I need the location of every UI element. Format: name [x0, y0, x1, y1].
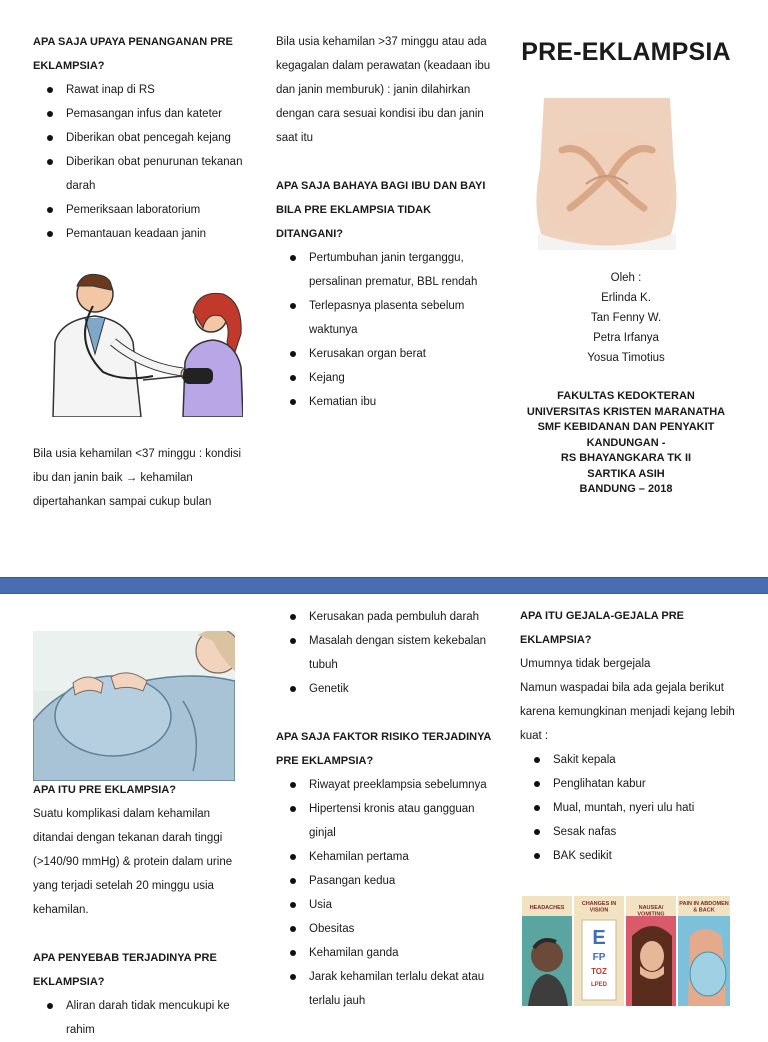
list-item: Pertumbuhan janin terganggu, persalinan prematur, BBL rendah — [309, 246, 491, 294]
note-under-37-weeks: Bila usia kehamilan <37 minggu : kondisi ibu dan janin baik → kehamilan dipertahankan sampai cukup bulan — [33, 448, 242, 508]
list-item: Kehamilan pertama — [309, 845, 491, 869]
pregnant-woman-lying-image — [33, 631, 235, 781]
eye-chart-row-icon: LPED — [590, 982, 608, 988]
tile-label-vision: CHANGES IN VISION — [581, 901, 617, 914]
list-item: Jarak kehamilan terlalu dekat atau terlalu jauh — [309, 965, 491, 1013]
eye-chart-row-icon: FP — [592, 952, 606, 963]
institution-block: FAKULTAS KEDOKTERAN UNIVERSITAS KRISTEN MARANATHA SMF KEBIDANAN DAN PENYAKIT KANDUNGAN - RS BHAYANGKARA TK II SARTIKA ASIH BANDUNG – 2018 — [526, 390, 726, 495]
tile-label-headaches: HEADACHES — [529, 905, 565, 911]
panel-symptoms — [520, 604, 740, 868]
list-item: Riwayat preeklampsia sebelumnya — [309, 773, 491, 797]
symptoms-warning: Namun waspadai bila ada gejala berikut karena kemungkinan menjadi kejang lebih kuat : — [520, 682, 735, 742]
by-label: Oleh : — [610, 272, 642, 284]
author-name: Tan Fenny W. — [590, 312, 662, 324]
symptoms-intro: Umumnya tidak bergejala — [520, 658, 651, 670]
tile-label-abdomen: PAIN IN ABDOMEN & BACK — [679, 901, 729, 914]
causes-list-continued — [276, 605, 491, 701]
panel-dangers — [276, 30, 491, 414]
symptoms-heading: APA ITU GEJALA-GEJALA PRE EKLAMPSIA? — [520, 610, 684, 646]
author-credits — [520, 268, 732, 368]
dangers-heading: APA SAJA BAHAYA BAGI IBU DAN BAYI BILA PRE EKLAMPSIA TIDAK DITANGANI? — [276, 180, 486, 240]
eye-chart-letter-icon: E — [592, 927, 606, 949]
list-item: Hipertensi kronis atau gangguan ginjal — [309, 797, 491, 845]
list-item: Diberikan obat penurunan tekanan darah — [66, 150, 243, 198]
definition-heading: APA ITU PRE EKLAMPSIA? — [33, 784, 177, 796]
panel-treatment — [33, 30, 243, 246]
list-item: Pasangan kedua — [309, 869, 491, 893]
pregnant-belly-hands-image — [524, 98, 690, 250]
panel-risk-factors — [276, 605, 491, 1013]
panel-definition — [33, 778, 248, 1042]
causes-list — [33, 994, 248, 1042]
cover-title: PRE-EKLAMPSIA — [521, 38, 731, 66]
causes-heading: APA PENYEBAB TERJADINYA PRE EKLAMPSIA? — [33, 952, 217, 988]
list-item: Kehamilan ganda — [309, 941, 491, 965]
treatment-list — [33, 78, 243, 246]
list-item: Usia — [309, 893, 491, 917]
eye-chart-row-icon: TOZ — [591, 967, 607, 976]
note-over-37-weeks: Bila usia kehamilan >37 minggu atau ada kegagalan dalam perawatan (keadaan ibu dan janin memburuk) : janin dilahirkan dengan cara sesuai kondisi ibu dan janin saat itu — [276, 36, 491, 144]
risk-list — [276, 773, 491, 1013]
list-item: BAK sedikit — [553, 844, 740, 868]
list-item: Sakit kepala — [553, 748, 740, 772]
list-item: Diberikan obat pencegah kejang — [66, 126, 243, 150]
definition-text: Suatu komplikasi dalam kehamilan ditandai dengan tekanan darah tinggi (>140/90 mmHg) & protein dalam urine yang terjadi setelah 20 minggu usia kehamilan. — [33, 808, 233, 916]
list-item: Kematian ibu — [309, 390, 491, 414]
list-item: Pemasangan infus dan kateter — [66, 102, 243, 126]
list-item: Genetik — [309, 677, 491, 701]
list-item: Kerusakan organ berat — [309, 342, 491, 366]
risk-heading: APA SAJA FAKTOR RISIKO TERJADINYA PRE EKLAMPSIA? — [276, 731, 491, 767]
tile-label-nausea: NAUSEA/ VOMITING — [637, 905, 665, 918]
list-item: Terlepasnya plasenta sebelum waktunya — [309, 294, 491, 342]
symptoms-list — [520, 748, 740, 868]
list-item: Pemeriksaan laboratorium — [66, 198, 243, 222]
list-item: Masalah dengan sistem kekebalan tubuh — [309, 629, 491, 677]
list-item: Pemantauan keadaan janin — [66, 222, 243, 246]
list-item: Mual, muntah, nyeri ulu hati — [553, 796, 740, 820]
author-name: Erlinda K. — [601, 292, 651, 304]
symptom-tiles-image — [522, 896, 730, 1006]
treatment-heading: APA SAJA UPAYA PENANGANAN PRE EKLAMPSIA? — [33, 36, 233, 72]
dangers-list — [276, 246, 491, 414]
list-item: Penglihatan kabur — [553, 772, 740, 796]
author-name: Petra Irfanya — [593, 332, 659, 344]
list-item: Rawat inap di RS — [66, 78, 243, 102]
list-item: Kejang — [309, 366, 491, 390]
doctor-checking-blood-pressure-image — [33, 272, 243, 417]
page-divider — [0, 577, 768, 594]
list-item: Aliran darah tidak mencukupi ke rahim — [66, 994, 248, 1042]
author-name: Yosua Timotius — [587, 352, 665, 364]
list-item: Kerusakan pada pembuluh darah — [309, 605, 491, 629]
list-item: Sesak nafas — [553, 820, 740, 844]
list-item: Obesitas — [309, 917, 491, 941]
